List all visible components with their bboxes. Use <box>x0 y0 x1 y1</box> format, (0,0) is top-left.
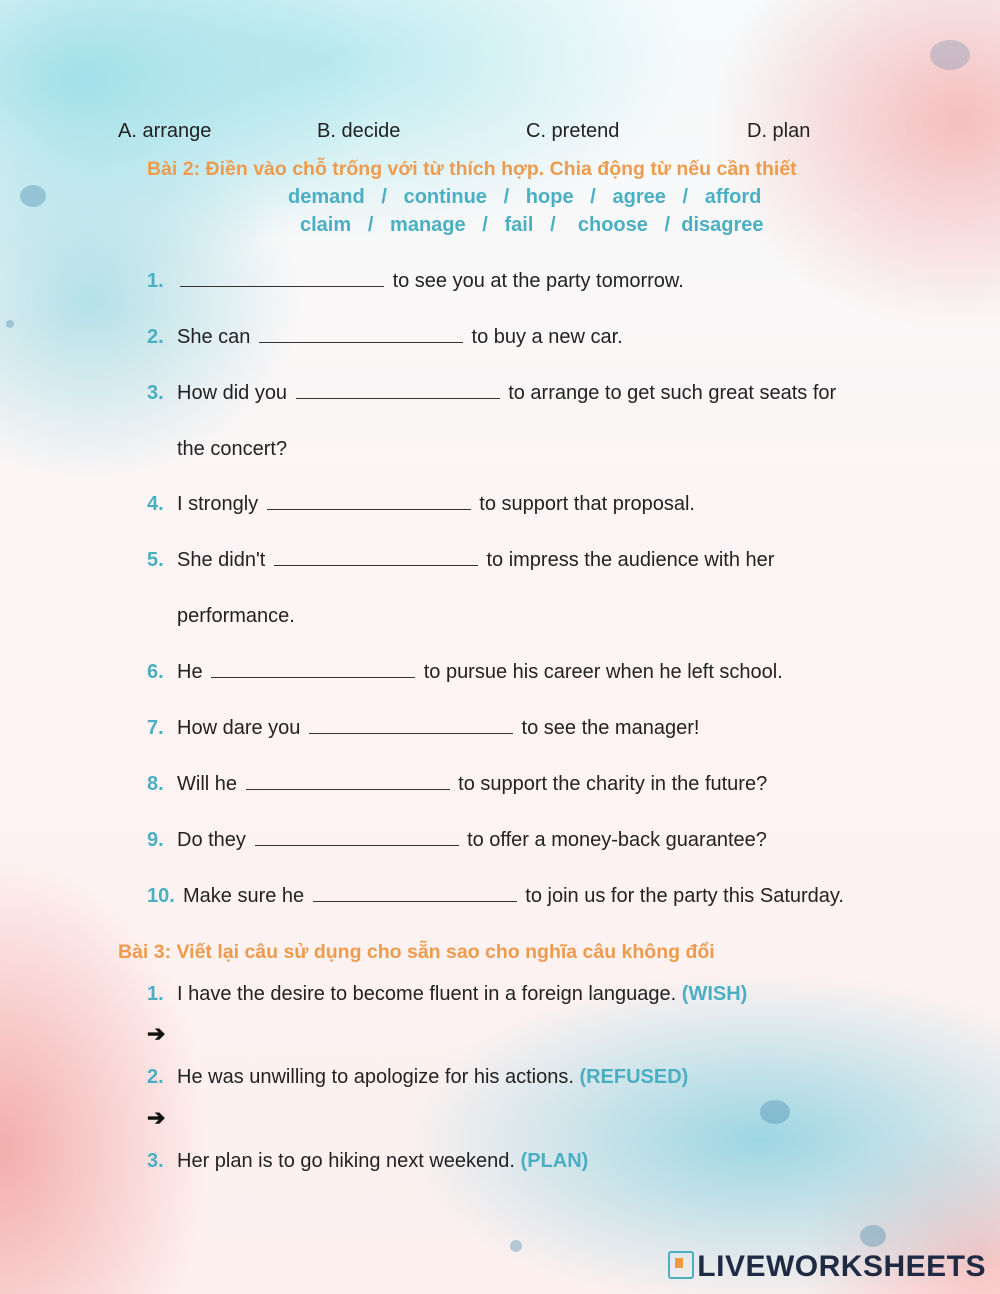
question-8: 8. Will he to support the charity in the future? <box>147 773 768 795</box>
paint-splatter <box>930 40 970 70</box>
rewrite-item-2: 2. He was unwilling to apologize for his actions. (REFUSED) <box>147 1066 689 1088</box>
answer-blank-4[interactable] <box>267 495 471 510</box>
question-5-continued: performance. <box>177 605 295 627</box>
question-6: 6. He to pursue his career when he left school. <box>147 661 783 683</box>
paint-splatter <box>510 1240 522 1252</box>
keyword-wish: (WISH) <box>681 983 748 1005</box>
answer-blank-1[interactable] <box>180 272 384 287</box>
question-3: 3. How did you to arrange to get such great seats for <box>147 382 837 404</box>
answer-blank-9[interactable] <box>255 831 459 846</box>
question-4: 4. I strongly to support that proposal. <box>147 493 695 515</box>
paint-splatter <box>6 320 14 328</box>
question-10: 10. Make sure he to join us for the party this Saturday. <box>147 885 844 907</box>
rewrite-answer-2[interactable] <box>180 1106 860 1132</box>
arrow-icon: ➔ <box>147 1105 166 1130</box>
word-bank-row2: claim / manage / fail / choose / disagree <box>300 214 764 236</box>
question-9: 9. Do they to offer a money-back guarantee? <box>147 829 767 851</box>
question-5: 5. She didn't to impress the audience with her <box>147 549 775 571</box>
answer-blank-8[interactable] <box>246 775 450 790</box>
question-7: 7. How dare you to see the manager! <box>147 717 700 739</box>
section2-heading: Bài 2: Điền vào chỗ trống với từ thích hợp. Chia động từ nếu cần thiết <box>147 158 797 180</box>
arrow-icon: ➔ <box>147 1021 166 1046</box>
answer-blank-2[interactable] <box>259 328 463 343</box>
answer-blank-7[interactable] <box>309 719 513 734</box>
section3-heading: Bài 3: Viết lại câu sử dụng cho sẵn sao cho nghĩa câu không đổi <box>118 941 715 963</box>
liveworksheets-logo: LIVEWORKSHEETS <box>668 1250 986 1284</box>
option-b: B. decide <box>317 120 401 142</box>
rewrite-item-3: 3. Her plan is to go hiking next weekend. (PLAN) <box>147 1150 589 1172</box>
answer-blank-10[interactable] <box>313 887 517 902</box>
question-3-continued: the concert? <box>177 438 288 460</box>
rewrite-item-1: 1. I have the desire to become fluent in a foreign language. (WISH) <box>147 983 748 1005</box>
rewrite-answer-1[interactable] <box>180 1022 860 1048</box>
paint-splatter <box>20 185 46 207</box>
keyword-plan: (PLAN) <box>520 1150 589 1172</box>
option-c: C. pretend <box>526 120 620 142</box>
option-a: A. arrange <box>118 120 212 142</box>
answer-blank-5[interactable] <box>274 551 478 566</box>
option-d: D. plan <box>747 120 811 142</box>
keyword-refused: (REFUSED) <box>579 1066 689 1088</box>
paint-splatter <box>860 1225 886 1247</box>
word-bank-row1: demand / continue / hope / agree / afford <box>288 186 762 208</box>
answer-blank-6[interactable] <box>211 663 415 678</box>
answer-blank-3[interactable] <box>296 384 500 399</box>
question-2: 2. She can to buy a new car. <box>147 326 623 348</box>
question-1: 1. to see you at the party tomorrow. <box>147 270 684 292</box>
liveworksheets-logo-icon <box>668 1251 694 1279</box>
